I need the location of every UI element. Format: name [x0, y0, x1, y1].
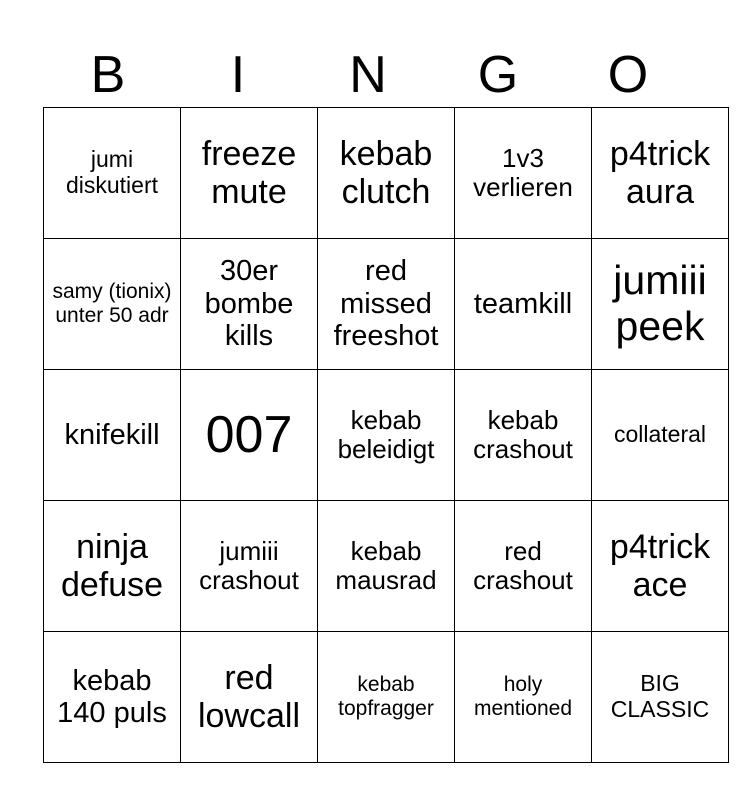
bingo-board [43, 107, 729, 763]
bingo-cell[interactable]: p4trick ace [592, 501, 729, 632]
bingo-cell[interactable]: red crashout [455, 501, 592, 632]
board-row [44, 501, 729, 632]
bingo-header [43, 44, 693, 106]
header-letter-n: N [349, 46, 387, 104]
bingo-cell[interactable]: kebab mausrad [318, 501, 455, 632]
bingo-cell[interactable]: kebab clutch [318, 108, 455, 239]
bingo-cell[interactable]: p4trick aura [592, 108, 729, 239]
bingo-cell[interactable]: samy (tionix) unter 50 adr [44, 239, 181, 370]
bingo-cell[interactable]: kebab 140 puls [44, 632, 181, 763]
header-letter-i: I [230, 46, 246, 104]
bingo-cell[interactable]: 007 [181, 370, 318, 501]
bingo-cell[interactable]: red lowcall [181, 632, 318, 763]
bingo-cell[interactable]: jumiii peek [592, 239, 729, 370]
board-row [44, 632, 729, 763]
bingo-cell[interactable]: kebab topfragger [318, 632, 455, 763]
bingo-cell[interactable]: BIG CLASSIC [592, 632, 729, 763]
bingo-cell[interactable]: teamkill [455, 239, 592, 370]
header-letter-b: B [90, 46, 126, 104]
board-row [44, 239, 729, 370]
board-row [44, 370, 729, 501]
bingo-cell[interactable]: kebab crashout [455, 370, 592, 501]
bingo-cell[interactable]: jumiii crashout [181, 501, 318, 632]
header-letter-o: O [607, 46, 649, 104]
header-letter-g: G [477, 46, 519, 104]
bingo-cell[interactable]: knifekill [44, 370, 181, 501]
bingo-cell[interactable]: collateral [592, 370, 729, 501]
board-row [44, 108, 729, 239]
bingo-cell[interactable]: ninja defuse [44, 501, 181, 632]
bingo-cell[interactable]: holy mentioned [455, 632, 592, 763]
bingo-cell[interactable]: jumi diskutiert [44, 108, 181, 239]
bingo-cell[interactable]: freeze mute [181, 108, 318, 239]
bingo-cell[interactable]: red missed freeshot [318, 239, 455, 370]
bingo-cell[interactable]: 30er bombe kills [181, 239, 318, 370]
bingo-cell[interactable]: 1v3 verlieren [455, 108, 592, 239]
bingo-cell[interactable]: kebab beleidigt [318, 370, 455, 501]
